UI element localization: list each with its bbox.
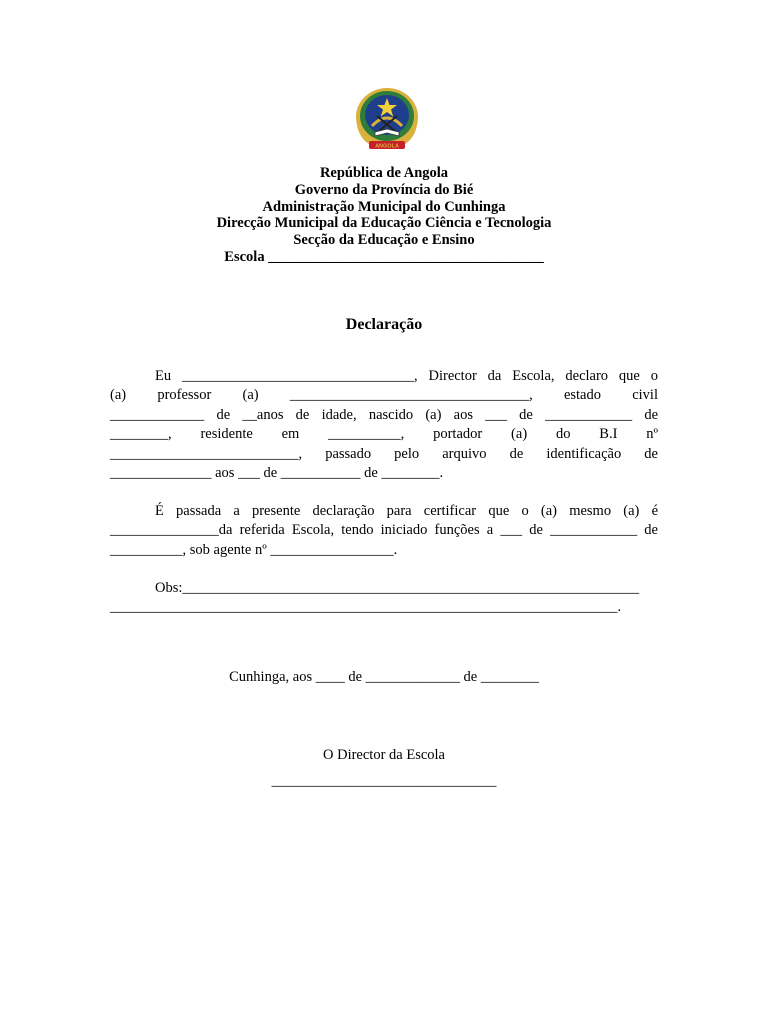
declaration-paragraph-1 [110,367,658,483]
paragraph-1-line: _____________ de __anos de idade, nascido (a) aos ___ de ____________ de [110,406,658,423]
document-title: Declaração [345,316,423,333]
header-line-direction: Direcção Municipal da Educação Ciência e Tecnologia [216,215,552,232]
header-line-republic: República de Angola [319,165,449,181]
obs-line: Obs:_______________________________________________________________ [155,580,640,596]
paragraph-2-line: É passada a presente declaração para certificar que o (a) mesmo (a) é [155,503,658,519]
header-line-government: Governo da Província do Bié [294,181,474,198]
paragraph-1-line: __________________________, passado pelo arquivo de identificação de [110,445,658,462]
paragraph-1-line: ______________ aos ___ de ___________ de ________. [110,465,444,482]
emblem-banner-text: ANGOLA [375,143,399,150]
document-header [0,165,768,266]
header-line-administration: Administração Municipal do Cunhinga [262,198,506,215]
paragraph-1-line: (a) professor (a) _________________________________, estado civil [110,387,658,404]
signature-line: _______________________________ [271,773,497,789]
angola-coat-of-arms-emblem [350,86,424,152]
header-line-school: Escola ______________________________________ [224,248,544,265]
paragraph-1-line: ________, residente em __________, portador (a) do B.I nº [110,426,658,443]
obs-line: ______________________________________________________________________. [110,599,622,616]
header-line-section: Secção da Educação e Ensino [293,232,475,249]
declaration-paragraph-2 [110,502,658,560]
paragraph-1-line: Eu ________________________________, Director da Escola, declaro que o [155,368,658,384]
paragraph-2-line: _______________da referida Escola, tendo iniciado funções a ___ de ____________ de [110,522,658,539]
signature-title: O Director da Escola [323,747,445,763]
observations-section [110,579,658,618]
place-and-date-line: Cunhinga, aos ____ de _____________ de ________ [229,669,539,685]
paragraph-2-line: __________, sob agente nº _________________. [110,541,398,558]
